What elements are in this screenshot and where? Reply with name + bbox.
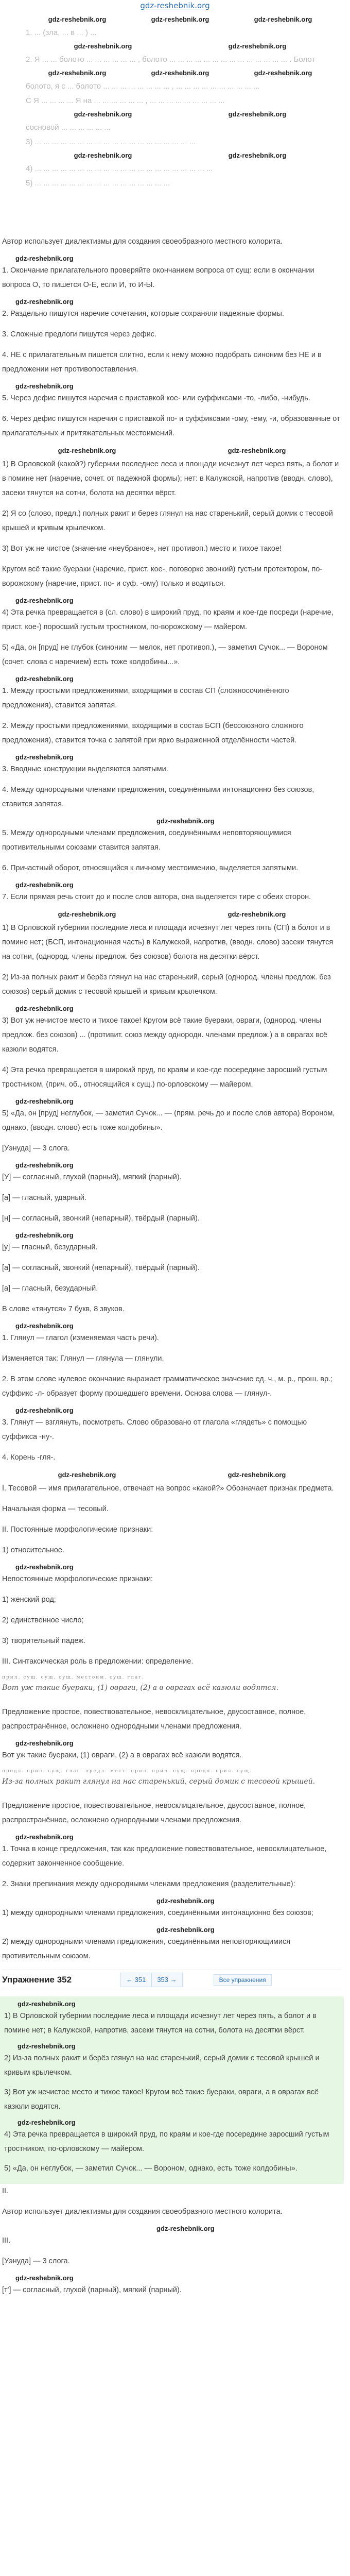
watermark: gdz-reshebnik.org — [15, 1833, 74, 1841]
paragraph: 3) Вот уж нечистое место и тихое такое! Кругом всё такие буераки, овраги, (однород. члены предлож. без союзов) ... (противит. союз между однородн. членами предлож.) а в оврагах всё казюли водятся. — [2, 1016, 327, 1054]
watermark: gdz-reshebnik.org — [15, 1563, 74, 1571]
parsed-sentence-text: Из-за полных ракит глянул на нас старенький, серый домик с тесовой крышей. — [2, 1777, 316, 1786]
paragraph: 3. Глянут — взглянуть, посмотреть. Слово образовано от глагола «глядеть» с помощью суффикса -ну-. — [2, 1418, 307, 1441]
watermark: gdz-reshebnik.org — [15, 1231, 74, 1239]
intro-line: 5) ... ... ... ... ... ... ... ... ... ... ... ... ... ... ... ... — [26, 179, 170, 188]
part-of-speech-marks: прил. сущ. сущ. сущ. местоим. сущ. глаг. — [2, 1675, 145, 1680]
paragraph: 2) Я со (слово, предл.) полных ракит и берез глянул на нас старенький, серый домик с тесовой крышей и кривым крылечком. — [2, 510, 333, 532]
paragraph: [У] — согласный, глухой (парный), мягкий (парный). — [2, 1173, 182, 1181]
watermark: gdz-reshebnik.org — [227, 1471, 286, 1479]
exercise-title: Упражнение 352 — [2, 1975, 72, 1985]
paragraph: 1) относительное. — [2, 1546, 64, 1554]
paragraph: 7. Если прямая речь стоит до и после слов автора, она выделяется тире с обеих сторон. — [2, 893, 311, 901]
watermark: gdz-reshebnik.org — [15, 753, 74, 761]
paragraph: 3) Вот уж нечистое место и тихое такое! Кругом всё такие буераки, овраги, а в оврагах всё казюли водятся. — [4, 2088, 319, 2111]
watermark: gdz-reshebnik.org — [151, 69, 209, 77]
prev-exercise-button[interactable]: ← 351 — [120, 1973, 151, 1987]
paragraph: 5. Между однородными членами предложения, соединёнными неповторяющимися противительными союзами ставится запятая. — [2, 829, 291, 852]
paragraph: [н] — согласный, звонкий (непарный), твёрдый (парный). — [2, 1214, 200, 1223]
watermark: gdz-reshebnik.org — [58, 1471, 116, 1479]
watermark-row — [26, 110, 335, 118]
paragraph: 3. Сложные предлоги пишутся через дефис. — [2, 330, 156, 338]
paragraph: [т'] — согласный, глухой (парный), мягкий (парный). — [2, 2286, 182, 2294]
intro-text-faded — [26, 13, 335, 191]
paragraph: 1) между однородными членами предложения, соединёнными интонационно без союзов; — [2, 1909, 313, 1917]
paragraph: 4) Эта речка превращается в (сл. слово) в широкий пруд, по краям и кое-где посреди (наречие, прист. кое-) поросший густым тростником, по-ворожскому — майером. — [2, 608, 334, 631]
watermark: gdz-reshebnik.org — [74, 42, 132, 50]
watermark-row — [2, 447, 342, 455]
watermark: gdz-reshebnik.org — [228, 110, 287, 118]
watermark-row — [26, 151, 335, 160]
watermark: gdz-reshebnik.org — [58, 910, 116, 918]
intro-line: болото, я с ... болото ... ... ... ... ... ... ... ... , ... ... ... ... ... ... ... ... ... ... — [26, 82, 260, 91]
watermark-row — [26, 69, 335, 77]
paragraph: 4. НЕ с прилагательным пишется слитно, если к нему можно подобрать синоним без НЕ и в предложении нет противопоставления. — [2, 351, 322, 374]
paragraph: 1. Между простыми предложениями, входящими в состав СП (сложносочинённого предложения), ставится запятая. — [2, 687, 289, 709]
watermark: gdz-reshebnik.org — [58, 447, 116, 454]
paragraph: Автор использует диалектизмы для создания своеобразного местного колорита. — [2, 238, 283, 246]
watermark: gdz-reshebnik.org — [18, 2000, 76, 2008]
paragraph: [у] — гласный, безударный. — [2, 1243, 98, 1251]
paragraph: 2) между однородными членами предложения, соединёнными неповторяющимися противительным союзом. — [2, 1938, 291, 1960]
exercise-pager — [120, 1973, 183, 1987]
paragraph: [а] — согласный, звонкий (непарный), твёрдый (парный). — [2, 1264, 200, 1272]
paragraph: 1. Глянул — глагол (изменяемая часть речи). — [2, 1334, 159, 1342]
paragraph: II. Постоянные морфологические признаки: — [2, 1526, 153, 1534]
intro-line: сосновой ... ... ... ... ... ... — [26, 123, 111, 132]
watermark: gdz-reshebnik.org — [15, 1322, 74, 1330]
paragraph: Предложение простое, повествовательное, невосклицательное, двусоставное, полное, распространённое, осложнено однородными членами предложения. — [2, 1802, 306, 1824]
watermark: gdz-reshebnik.org — [15, 2274, 74, 2282]
intro-line: 2. Я ... ... болото ... ... ... ... ... ... , болото ... ... ... ... ... ... ... ... ... ... ... ... ... ... . Болот — [26, 55, 316, 64]
paragraph: 6. Причастный оборот, относящийся к личному местоимению, выделяется запятыми. — [2, 864, 299, 872]
paragraph: 1. Точка в конце предложения, так как предложение повествовательное, невосклицательное, содержит законченное сообщение. — [2, 1845, 327, 1868]
intro-line: 1. ... (зла, ... в ... ) ... — [26, 28, 97, 37]
paragraph: 3) Вот уж не чистое (значение «неубраное», нет противоп.) место и тихое такое! — [2, 545, 282, 553]
site-url-link[interactable]: gdz-reshebnik.org — [140, 1, 210, 10]
watermark: gdz-reshebnik.org — [48, 15, 107, 23]
paragraph: III. Синтаксическая роль в предложении: определение. — [2, 1657, 194, 1666]
watermark-row — [2, 1471, 342, 1479]
paragraph: В слове «тянутся» 7 букв, 8 звуков. — [2, 1305, 125, 1313]
paragraph: 3) творительный падеж. — [2, 1637, 85, 1645]
watermark: gdz-reshebnik.org — [15, 1097, 74, 1105]
watermark: gdz-reshebnik.org — [228, 42, 287, 50]
watermark: gdz-reshebnik.org — [15, 675, 74, 683]
answer-block — [0, 1996, 344, 2184]
parsed-sentence-text: Вот уж такие буераки, (1) овраги, (2) а в оврагах всё казюли водятся. — [2, 1684, 279, 1692]
watermark: gdz-reshebnik.org — [74, 151, 132, 159]
watermark: gdz-reshebnik.org — [15, 1161, 74, 1169]
intro-line: 3) ... ... ... ... ... ... ... ... ... ... ... ... ... ... ... ... ... ... ... — [26, 138, 196, 146]
paragraph: [Уэнуда] — 3 слога. — [2, 2257, 70, 2265]
all-exercises-button[interactable]: Все упражнения — [214, 1974, 272, 1986]
paragraph: 4. Между однородными членами предложения, соединёнными интонационно без союзов, ставится запятая. — [2, 786, 314, 808]
paragraph: Предложение простое, повествовательное, невосклицательное, двусоставное, полное, распространённое, осложнено однородными членами предложения. — [2, 1708, 306, 1731]
watermark: gdz-reshebnik.org — [156, 817, 215, 825]
next-exercise-button[interactable]: 353 → — [151, 1973, 182, 1987]
paragraph: 2. В этом слове нулевое окончание выражает грамматическое значение ед. ч., м. р., прош. вр.; суффикс -л- образует форму прошедшего времени. Основа слова — глянул-. — [2, 1375, 333, 1398]
paragraph: 2) единственное число; — [2, 1616, 84, 1624]
paragraph: 6. Через дефис пишутся наречия с приставкой по- и суффиксами -ому, -ему, -и, образованные от прилагательных и притяжательных местоимений. — [2, 415, 340, 437]
watermark: gdz-reshebnik.org — [254, 69, 312, 77]
watermark: gdz-reshebnik.org — [18, 2042, 76, 2050]
watermark: gdz-reshebnik.org — [18, 2119, 76, 2126]
paragraph: 1. Окончание прилагательного проверяйте окончанием вопроса от сущ: если в окончании вопроса О, то пишется О-Е, если И, то И-Ы. — [2, 266, 314, 289]
watermark: gdz-reshebnik.org — [156, 1926, 215, 1934]
watermark: gdz-reshebnik.org — [228, 151, 287, 159]
watermark: gdz-reshebnik.org — [48, 69, 107, 77]
intro-line: С Я ... ... ... ... Я на ... ... ... ... ... ... , ... ... ... ... ... ... ... ... ... — [26, 96, 225, 105]
watermark: gdz-reshebnik.org — [254, 15, 312, 23]
paragraph: 4. Корень -гля-. — [2, 1453, 56, 1462]
part-of-speech-marks: предл. прил. сущ. глаг. предл. мест. прил. прил. сущ. предл. прил. сущ. — [2, 1769, 252, 1774]
paragraph: 5) «Да, он неглубок, — заметил Сучок... — Вороном, однако, есть тоже колдобины». — [4, 2164, 297, 2173]
paragraph: Изменяется так: Глянул — глянула — глянули. — [2, 1354, 164, 1363]
paragraph: 4) Эта речка превращается в широкий пруд, по краям и кое-где посередине заросший густым тростником, по-орловскому — майером. — [4, 2130, 329, 2153]
watermark-row — [2, 910, 342, 919]
intro-line: 4) ... ... ... ... ... ... ... ... ... ... ... ... ... ... ... ... ... ... ... ... ... — [26, 164, 213, 173]
paragraph: 1) женский род; — [2, 1596, 56, 1604]
paragraph: 2. Раздельно пишутся наречие сочетания, которые сохраняли падежные формы. — [2, 310, 284, 318]
watermark: gdz-reshebnik.org — [15, 255, 74, 262]
paragraph: 5) «Да, он [пруд] не глубок (синоним — мелок, нет противоп.), — заметил Сучок... — Вороном (сочет. слова с наречием) есть тоже колдобины...». — [2, 643, 328, 666]
watermark: gdz-reshebnik.org — [15, 597, 74, 604]
watermark: gdz-reshebnik.org — [15, 1005, 74, 1012]
paragraph: Вот уж такие буераки, (1) овраги, (2) а в оврагах всё казюли водятся. — [2, 1751, 242, 1759]
parsed-sentence-image — [2, 1769, 342, 1789]
paragraph: Кругом всё такие буераки (наречие, прист. кое-, поговорке звонкий) густым протектором, по-ворожскому (наречие, прист. по- и суф. -ому) только и водиться. — [2, 565, 323, 588]
paragraph: 4) Эта речка превращается в широкий пруд, по краям и кое-где посередине заросший густым тростником, (прич. об., относящийся к сущ.) по-орловскому — майером. — [2, 1066, 327, 1089]
watermark: gdz-reshebnik.org — [74, 110, 132, 118]
watermark: gdz-reshebnik.org — [15, 298, 74, 306]
paragraph: Автор использует диалектизмы для создания своеобразного местного колорита. — [2, 2208, 283, 2216]
paragraph: 1) В Орловской губернии последние леса и площади исчезнут лет через пять (СП) а болот и в помине нет; (БСП, интонационная часть) в Калужской, напротив, (вводн. слово) засеки тянутся на сотни, (однород. члены предлож. без союзов) болота на десятки вёрст. — [2, 924, 334, 961]
parsed-sentence-image — [2, 1675, 342, 1696]
paragraph: 2) Из-за полных ракит и берёз глянул на нас старенький, серый домик с тесовой крышей и кривым крылечком. — [4, 2054, 320, 2077]
paragraph: 5) «Да, он [пруд] неглубок, — заметил Сучок... — (прям. речь до и после слов автора) Вороном, однако, (вводн. слово) есть тоже колдобины». — [2, 1109, 335, 1132]
exercise-navigation — [2, 1970, 342, 1990]
main-content — [2, 234, 342, 2303]
paragraph: 1) В Орловской (какой?) губернии последнее леса и площади исчезнут лет через пять, а болот и в помине нет (наречие, сочет. от падежной формы); нет: в Калужской, напротив (вводн. слово), засеки тянутся на сотни, болота на десятки вёрст. — [2, 460, 339, 497]
watermark: gdz-reshebnik.org — [15, 382, 74, 390]
section-number: III. — [2, 2236, 11, 2245]
paragraph: 2) Из-за полных ракит и берёз глянул на нас старенький, серый (однород. члены предлож. без союзов) серый домик с тесовой крышей и кривым крылечком. — [2, 973, 331, 996]
watermark: gdz-reshebnik.org — [15, 1739, 74, 1747]
section-number: II. — [2, 2187, 9, 2195]
watermark: gdz-reshebnik.org — [15, 1406, 74, 1414]
paragraph: 2. Знаки препинания между однородными членами предложения (разделительные): — [2, 1880, 295, 1888]
paragraph: Начальная форма — тесовый. — [2, 1505, 109, 1513]
paragraph: 1) В Орловской губернии последние леса и площади исчезнут лет через пять, а болот и в помине нет; в Калужской, напротив, засеки тянутся на сотни, болота на десятки вёрст. — [4, 2012, 317, 2035]
paragraph: Непостоянные морфологические признаки: — [2, 1575, 153, 1583]
watermark: gdz-reshebnik.org — [227, 910, 286, 918]
watermark: gdz-reshebnik.org — [156, 2225, 215, 2232]
paragraph: 2. Между простыми предложениями, входящими в состав БСП (бессоюзного сложного предложения), ставится точка с запятой при ярко выраженной отделённости частей. — [2, 722, 304, 744]
paragraph: [а] — гласный, ударный. — [2, 1194, 86, 1202]
paragraph: I. Тесовой — имя прилагательное, отвечает на вопрос «какой?» Обозначает признак предмета. — [2, 1484, 334, 1493]
watermark: gdz-reshebnik.org — [15, 881, 74, 889]
watermark: gdz-reshebnik.org — [156, 1897, 215, 1905]
paragraph: 5. Через дефис пишутся наречия с приставкой кое- или суффиксами -то, -либо, -нибудь. — [2, 394, 310, 402]
watermark: gdz-reshebnik.org — [227, 447, 286, 454]
paragraph: 3. Вводные конструкции выделяются запятыми. — [2, 765, 168, 773]
paragraph: [а] — гласный, безударный. — [2, 1284, 98, 1293]
watermark-row — [26, 15, 335, 24]
watermark-row — [26, 42, 335, 50]
paragraph: [Уэнуда] — 3 слога. — [2, 1144, 70, 1153]
watermark: gdz-reshebnik.org — [151, 15, 209, 23]
